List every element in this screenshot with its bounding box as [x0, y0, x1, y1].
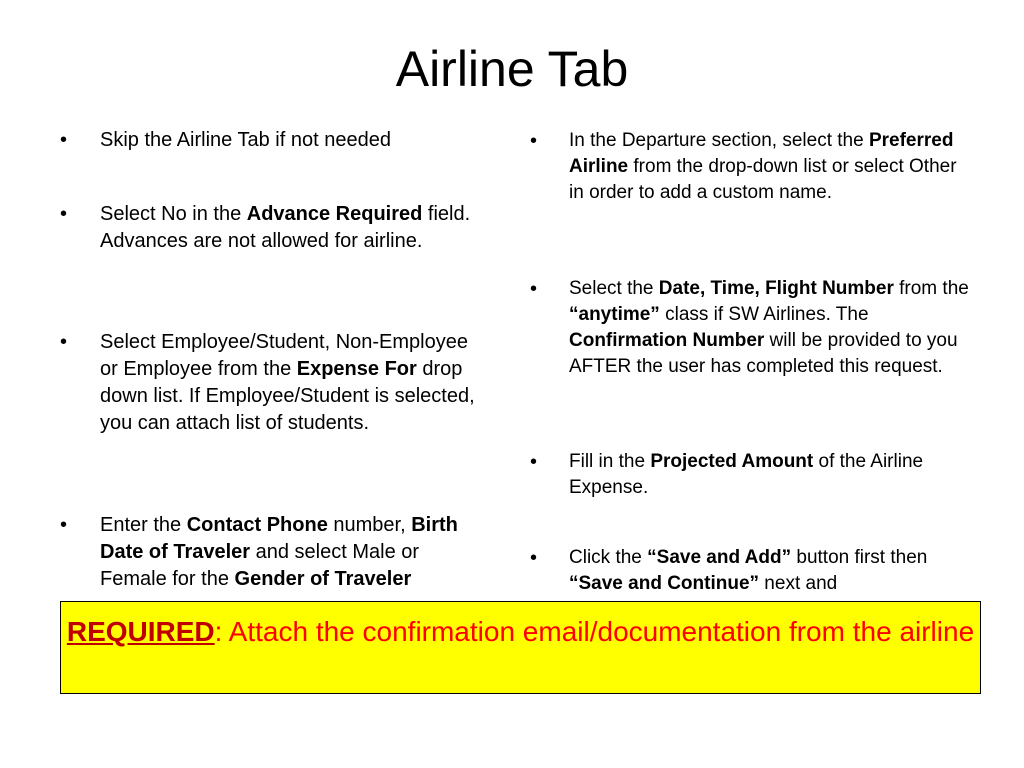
text-segment: class if SW Airlines. The [659, 304, 869, 325]
list-item [60, 127, 480, 154]
text-segment: of the Airline Expense. [569, 451, 924, 498]
list-item [60, 201, 480, 255]
required-callout [60, 601, 981, 694]
slide-title: Airline Tab [395, 41, 629, 97]
bullet-text [569, 545, 970, 597]
text-segment: Select No in the [100, 203, 247, 225]
right-column [530, 0, 970, 604]
text-segment: In the Departure section, select the [569, 130, 869, 151]
text-segment: Fill in the [569, 451, 651, 472]
text-segment: field. Advances are not allowed for airline. [100, 203, 471, 252]
bullet-text [100, 329, 480, 437]
bold-term: Contact Phone [186, 514, 328, 536]
text-segment: will be provided to you AFTER the user has completed this request. [569, 330, 958, 377]
bold-term: “anytime” [569, 304, 660, 325]
text-segment: from the drop-down list or select Other in order to add a custom name. [569, 156, 957, 203]
text-segment: number, [327, 514, 412, 536]
text-segment: next and [759, 573, 838, 594]
text-segment: Select Employee/Student, Non-Employee or Employee from the [100, 331, 468, 380]
bold-term: Gender of Traveler [234, 568, 412, 590]
bullet-icon: • [530, 278, 538, 300]
list-item [530, 545, 970, 597]
required-label: REQUIRED [66, 616, 215, 647]
text-segment: Enter the [100, 514, 187, 536]
bullet-icon: • [60, 514, 68, 536]
bold-term: Projected Amount [650, 451, 814, 472]
bullet-text [569, 128, 970, 206]
bold-term: “Save and Continue” [569, 573, 760, 594]
bullet-icon: • [530, 130, 538, 152]
text-segment: Select the [569, 278, 659, 299]
text-segment: Click the [569, 547, 648, 568]
bullet-text [100, 201, 480, 255]
bullet-text [100, 127, 480, 154]
bold-term: “Save and Add” [647, 547, 792, 568]
list-item [530, 128, 970, 206]
bold-term: Birth Date of Traveler [100, 514, 458, 563]
bullet-text [569, 449, 970, 501]
bullet-icon: • [60, 331, 68, 353]
bold-term: Date, Time, Flight Number [658, 278, 894, 299]
list-item [60, 329, 480, 437]
left-column [60, 0, 480, 606]
bullet-icon: • [60, 203, 68, 225]
bold-term: Advance Required [246, 203, 423, 225]
bold-term: Expense For [296, 358, 417, 380]
bold-term: Preferred Airline [569, 130, 954, 177]
bullet-icon: • [530, 451, 538, 473]
bullet-icon: • [60, 129, 68, 151]
bold-term: Confirmation Number [569, 330, 765, 351]
list-item [60, 512, 480, 593]
list-item [530, 449, 970, 501]
callout-text: : Attach the confirmation email/documentation from the airline [214, 616, 975, 647]
bullet-text [100, 512, 480, 593]
text-segment: drop down list. If Employee/Student is selected, you can attach list of students. [100, 358, 475, 434]
text-segment: from the [893, 278, 969, 299]
list-item [530, 276, 970, 380]
bullet-text [569, 276, 970, 380]
bullet-icon: • [530, 547, 538, 569]
text-segment: button first then [791, 547, 928, 568]
text-segment: Skip the Airline Tab if not needed [100, 129, 391, 151]
text-segment: and select Male or Female for the [100, 541, 420, 590]
